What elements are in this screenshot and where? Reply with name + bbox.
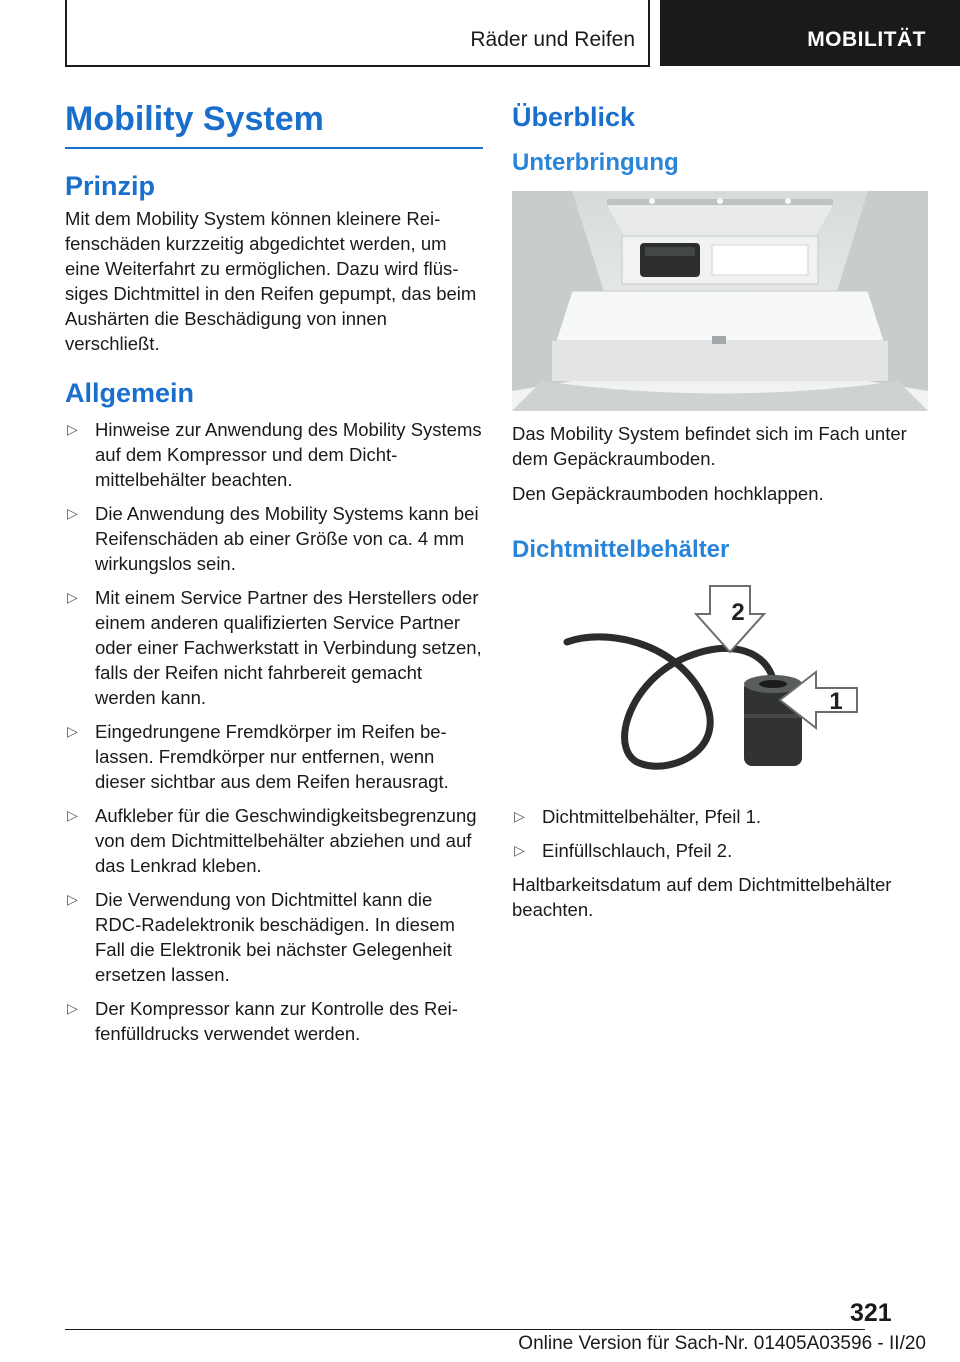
sealant-container-diagram <box>512 574 928 794</box>
header-section-title: Räder und Reifen <box>470 28 635 51</box>
arrow-label-1: 1 <box>829 688 843 715</box>
list-item: ▷ Eingedrungene Fremdkörper im Reifen belassen. Fremdkörper nur entfernen, wenn dieser sichtbar aus dem Reifen herausragt. <box>67 721 449 792</box>
header-underline <box>65 65 650 67</box>
footer-rule <box>65 1329 865 1330</box>
unterbringung-heading: Unterbringung <box>512 149 679 176</box>
trunk-photo-illustration <box>512 191 928 411</box>
header-chapter-tab <box>660 0 960 66</box>
page-number: 321 <box>850 1299 892 1327</box>
list-item: ▷ Die Anwendung des Mobility Systems kann bei Reifenschäden ab einer Größe von ca. 4 mm wirkungslos sein. <box>67 503 479 574</box>
triangle-right-icon: ▷ <box>67 723 78 739</box>
header-left-rule <box>65 0 67 66</box>
list-item: ▷ Die Verwendung von Dichtmittel kann die RDC-Radelektronik beschädigen. In diesem Fall die Elektronik bei nächster Gelegenheit ersetzen lassen. <box>67 889 455 985</box>
list-item: ▷ Aufkleber für die Geschwindigkeitsbegrenzung von dem Dichtmittelbehälter abziehen und auf das Lenkrad kleben. <box>67 805 477 876</box>
trunk-compartment-photo <box>512 191 928 411</box>
dichtmittel-list <box>512 804 932 863</box>
closing-paragraph: Haltbarkeitsdatum auf dem Dichtmittelbehälter beachten. <box>512 874 892 920</box>
unterbringung-paragraph-1: Das Mobility System befindet sich im Fach unter dem Gepäckraumboden. <box>512 423 907 469</box>
page-title: Mobility System <box>65 100 483 149</box>
allgemein-heading: Allgemein <box>65 378 195 408</box>
right-column <box>512 100 932 922</box>
footer-online-version: Online Version für Sach-Nr. 01405A03596 - II/20 <box>518 1333 926 1354</box>
uberblick-heading: Überblick <box>512 102 636 132</box>
sealant-diagram-illustration <box>512 574 928 794</box>
arrow-label-2: 2 <box>731 599 745 626</box>
chapter-tab-label: MOBILITÄT <box>807 28 926 51</box>
triangle-right-icon: ▷ <box>67 421 78 437</box>
triangle-right-icon: ▷ <box>514 842 525 858</box>
list-item: ▷ Dichtmittelbehälter, Pfeil 1. <box>514 806 762 827</box>
unterbringung-paragraph-2: Den Gepäckraumboden hochklappen. <box>512 483 824 504</box>
triangle-right-icon: ▷ <box>67 1000 78 1016</box>
prinzip-paragraph: Mit dem Mobility System können kleinere Reifenschäden kurzzeitig abgedichtet werden, um eine Weiterfahrt zu ermöglichen. Dazu wird flüssiges Dichtmittel in den Reifen gepumpt, das beim Aushärten die Beschädigung von innen verschließt. <box>65 208 477 354</box>
triangle-right-icon: ▷ <box>67 589 78 605</box>
prinzip-heading: Prinzip <box>65 171 156 201</box>
triangle-right-icon: ▷ <box>67 505 78 521</box>
triangle-right-icon: ▷ <box>67 807 78 823</box>
list-item: ▷ Der Kompressor kann zur Kontrolle des Reifenfülldrucks verwendet werden. <box>67 998 458 1044</box>
triangle-right-icon: ▷ <box>514 808 525 824</box>
triangle-right-icon: ▷ <box>67 891 78 907</box>
allgemein-list <box>65 417 483 1046</box>
list-item: ▷ Einfüllschlauch, Pfeil 2. <box>514 840 733 861</box>
left-column <box>65 100 483 1055</box>
header-divider <box>648 0 650 66</box>
dichtmittel-heading: Dichtmittelbehälter <box>512 536 730 563</box>
list-item: ▷ Hinweise zur Anwendung des Mobility Systems auf dem Kompressor und dem Dichtmittelbehälter beachten. <box>67 419 482 490</box>
list-item: ▷ Mit einem Service Partner des Herstellers oder einem anderen qualifizierten Service Partner oder einer Fachwerkstatt in Verbindung setzen, falls der Reifen nicht fahrbereit gemacht werden kann. <box>67 587 482 708</box>
